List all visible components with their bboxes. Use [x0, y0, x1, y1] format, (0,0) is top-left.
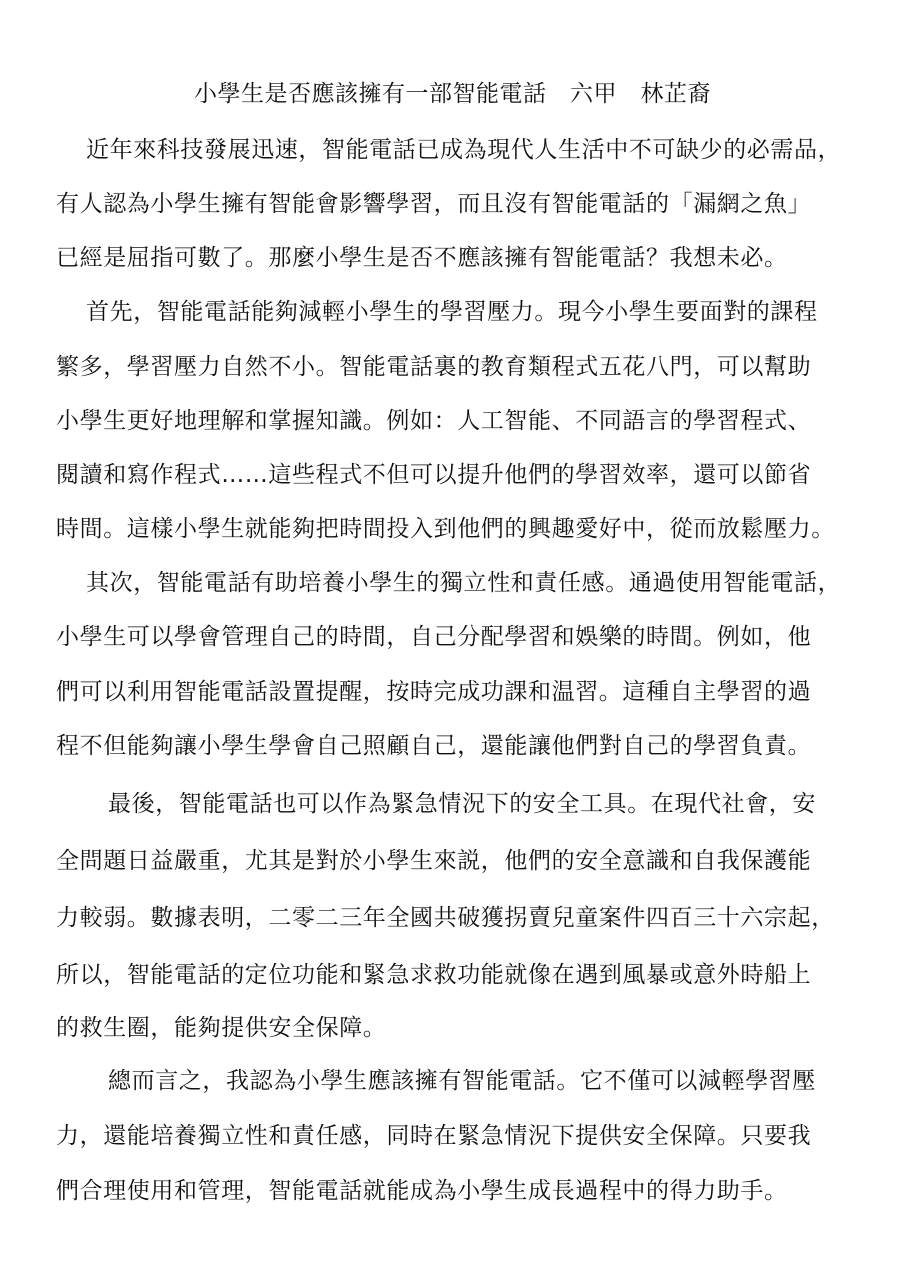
- paragraph-1-line-2: 有人認為小學生擁有智能會影響學習，而且沒有智能電話的「漏網之魚」: [56, 191, 812, 217]
- paragraph-5-line-1: 總而言之，我認為小學生應該擁有智能電話。它不僅可以減輕學習壓: [108, 1068, 816, 1094]
- paragraph-3-line-2: 小學生可以學會管理自己的時間，自己分配學習和娛樂的時間。例如，他: [56, 624, 812, 650]
- paragraph-2-line-1: 首先，智能電話能夠減輕小學生的學習壓力。現今小學生要面對的課程: [86, 299, 818, 325]
- paragraph-4-line-4: 所以，智能電話的定位功能和緊急求救功能就像在遇到風暴或意外時船上: [56, 962, 812, 988]
- paragraph-5-line-3: 們合理使用和管理，智能電話就能成為小學生成長過程中的得力助手。: [56, 1178, 788, 1204]
- paragraph-2-line-5: 時間。這樣小學生就能夠把時間投入到他們的興趣愛好中，從而放鬆壓力。: [56, 516, 835, 542]
- paragraph-2-line-2: 繁多，學習壓力自然不小。智能電話裏的教育類程式五花八門，可以幫助: [56, 354, 812, 380]
- paragraph-1-line-1: 近年來科技發展迅速，智能電話已成為現代人生活中不可缺少的必需品，: [86, 137, 842, 163]
- paragraph-5-line-2: 力，還能培養獨立性和責任感，同時在緊急情況下提供安全保障。只要我: [56, 1123, 812, 1149]
- paragraph-3-line-4: 程不但能夠讓小學生學會自己照顧自己，還能讓他們對自己的學習負責。: [56, 733, 812, 759]
- essay-title: 小學生是否應該擁有一部智能電話 六甲 林芷裔: [194, 81, 711, 107]
- paragraph-4-line-2: 全問題日益嚴重，尤其是對於小學生來説，他們的安全意識和自我保護能: [56, 848, 812, 874]
- paragraph-3-line-3: 們可以利用智能電話設置提醒，按時完成功課和温習。這種自主學習的過: [56, 679, 812, 705]
- paragraph-4-line-1: 最後，智能電話也可以作為緊急情況下的安全工具。在現代社會，安: [108, 791, 816, 817]
- paragraph-2-line-4: 閱讀和寫作程式……這些程式不但可以提升他們的學習效率，還可以節省: [56, 462, 812, 488]
- paragraph-4-line-3: 力較弱。數據表明，二零二三年全國共破獲拐賣兒童案件四百三十六宗起，: [56, 905, 835, 931]
- paragraph-4-line-5: 的救生圈，能夠提供安全保障。: [56, 1015, 387, 1041]
- paragraph-2-line-3: 小學生更好地理解和掌握知識。例如：人工智能、不同語言的學習程式、: [56, 408, 812, 434]
- paragraph-1-line-3: 已經是屈指可數了。那麼小學生是否不應該擁有智能電話？我想未必。: [56, 245, 788, 271]
- paragraph-3-line-1: 其次，智能電話有助培養小學生的獨立性和責任感。通過使用智能電話，: [86, 570, 842, 596]
